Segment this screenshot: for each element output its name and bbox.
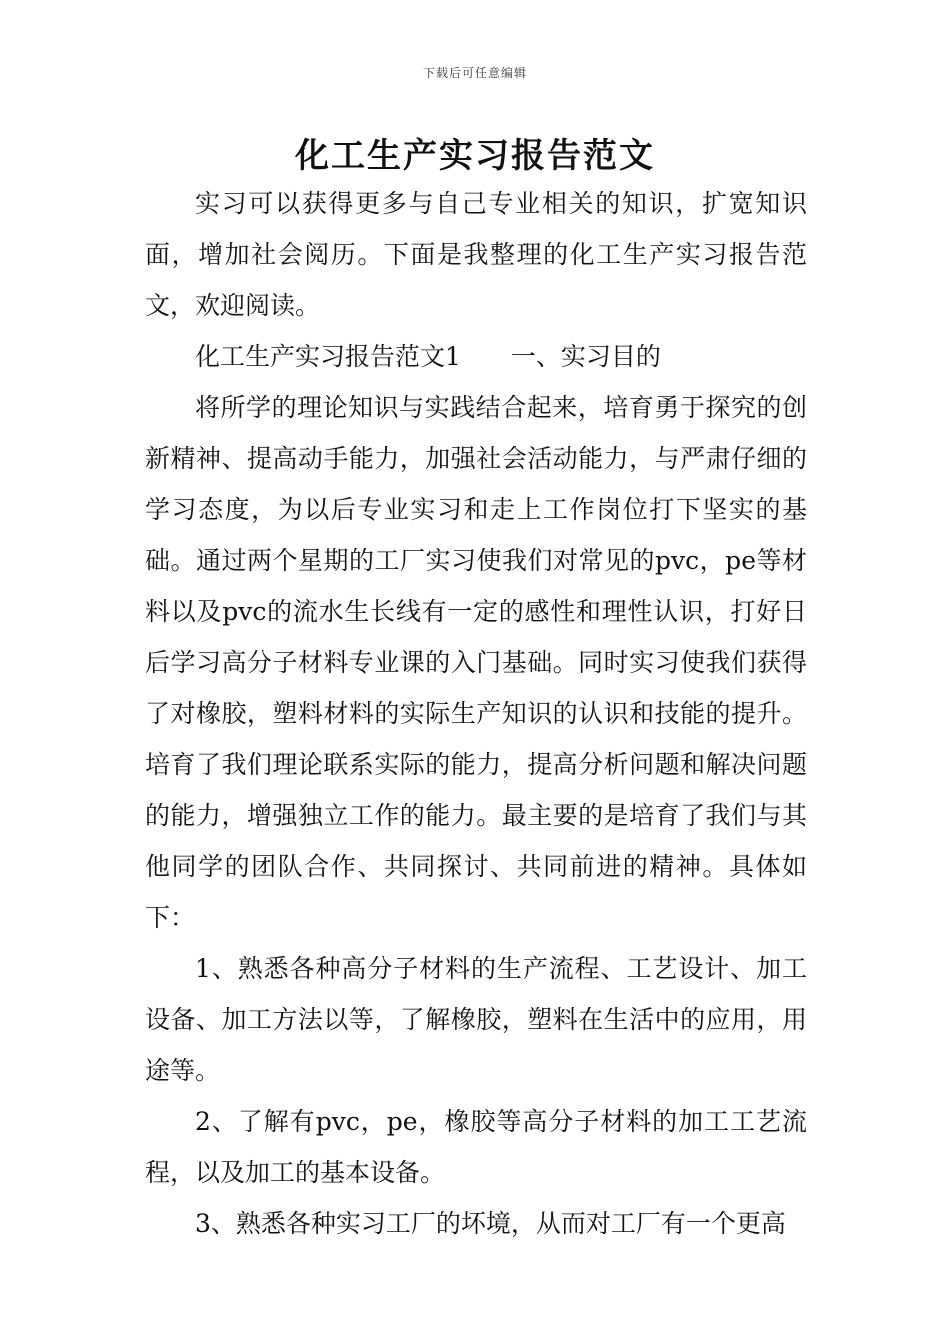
purpose-paragraph: 将所学的理论知识与实践结合起来，培育勇于探究的创新精神、提高动手能力，加强社会活动能力，与严肃仔细的学习态度，为以后专业实习和走上工作岗位打下坚实的基础。通过两个星期的工厂实习使我们对常见的pvc，pe等材料以及pvc的流水生长线有一定的感性和理性认识，打好日后学习高分子材料专业课的入门基础。同时实习使我们获得了对橡胶，塑料材料的实际生产知识的认识和技能的提升。培育了我们理论联系实际的能力，提高分析问题和解决问题的能力，增强独立工作的能力。最主要的是培育了我们与其他同学的团队合作、共同探讨、共同前进的精神。具体如下： — [145, 393, 807, 932]
section-heading: 一、实习目的 — [510, 342, 661, 371]
document-title: 化工生产实习报告范文 — [295, 136, 655, 176]
document-body — [145, 178, 807, 1249]
section-label: 化工生产实习报告范文1 — [195, 342, 461, 371]
list-item: 1、熟悉各种高分子材料的生产流程、工艺设计、加工设备、加工方法以等，了解橡胶，塑料在生活中的应用，用途等。 — [145, 954, 807, 1085]
intro-paragraph: 实习可以获得更多与自己专业相关的知识，扩宽知识面，增加社会阅历。下面是我整理的化工生产实习报告范文，欢迎阅读。 — [145, 189, 807, 320]
header-note: 下载后可任意编辑 — [422, 66, 527, 80]
section-line — [145, 331, 807, 382]
list-item: 3、熟悉各种实习工厂的坏境，从而对工厂有一个更高 — [195, 1209, 786, 1238]
list-item: 2、了解有pvc，pe，橡胶等高分子材料的加工工艺流程，以及加工的基本设备。 — [145, 1107, 807, 1187]
